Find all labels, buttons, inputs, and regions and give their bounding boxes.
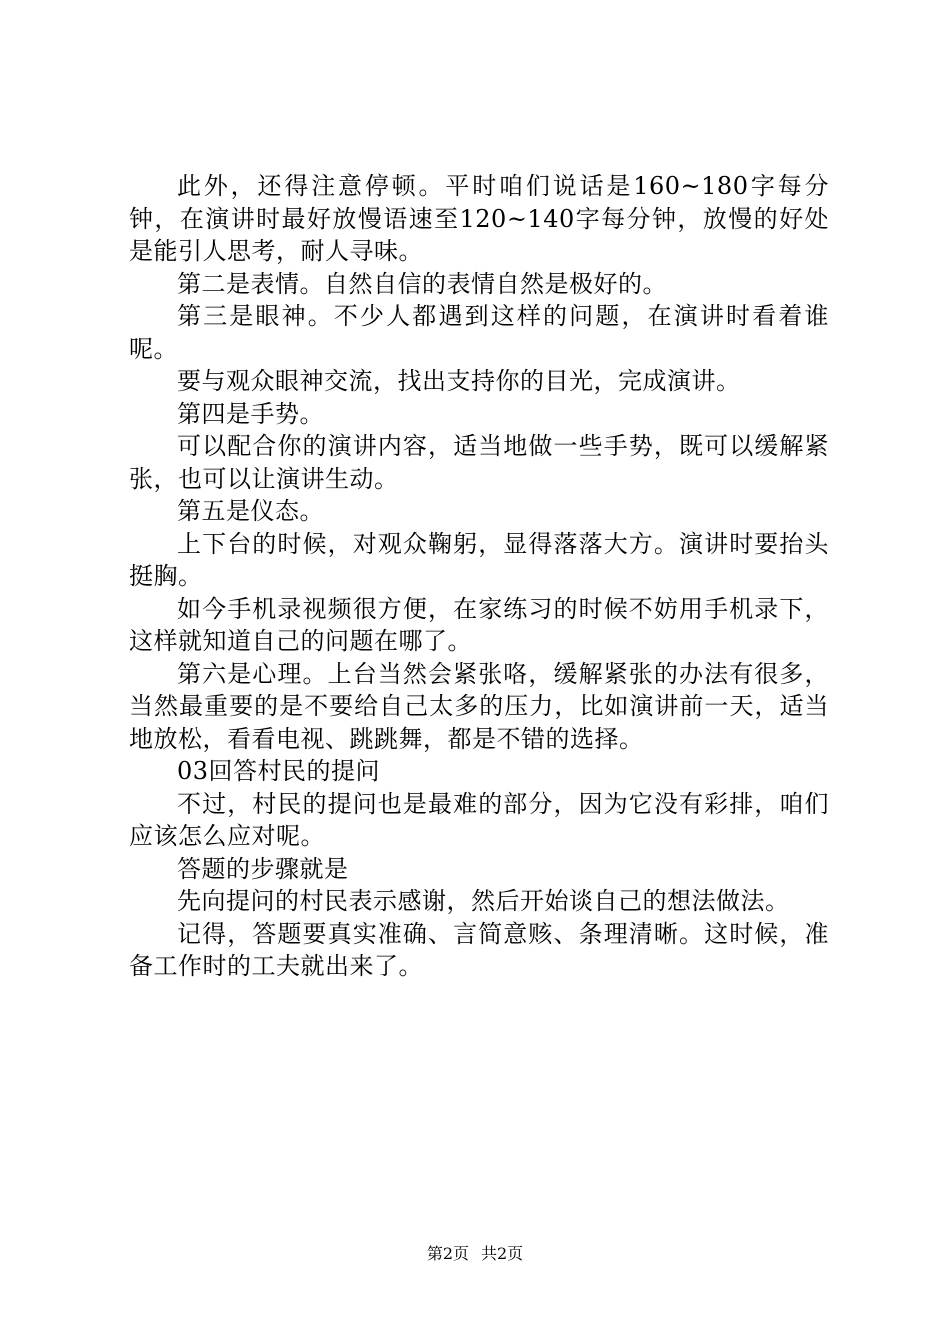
- paragraph-thank-first: 先向提问的村民表示感谢，然后开始谈自己的想法做法。: [177, 887, 790, 915]
- paragraph-answer-quality: 记得，答题要真实准确、言简意赅、条理清晰。这时候，准备工作时的工夫就出来了。: [129, 919, 829, 980]
- paragraph-posture-tip: 上下台的时候，对观众鞠躬，显得落落大方。演讲时要抬头挺胸。: [129, 529, 829, 590]
- document-body: [129, 170, 829, 983]
- paragraph-gesture-tip: 可以配合你的演讲内容，适当地做一些手势，既可以缓解紧张，也可以让演讲生动。: [129, 432, 829, 493]
- paragraph-posture: 第五是仪态。: [177, 497, 324, 525]
- section-heading-answering: 03回答村民的提问: [177, 757, 381, 785]
- paragraph-expression: 第二是表情。自然自信的表情自然是极好的。: [177, 269, 667, 298]
- paragraph-pause: 此外，还得注意停顿。平时咱们说话是160~180字每分钟，在演讲时最好放慢语速至120~140字每分钟，放慢的好处是能引人思考，耐人寻味。: [129, 172, 829, 265]
- paragraph-gesture: 第四是手势。: [177, 399, 324, 428]
- paragraph-questions: 不过，村民的提问也是最难的部分，因为它没有彩排，咱们应该怎么应对呢。: [129, 789, 829, 850]
- page-number: 第2页: [426, 1244, 469, 1263]
- paragraph-answer-steps: 答题的步骤就是: [177, 854, 349, 883]
- paragraph-video-practice: 如今手机录视频很方便，在家练习的时候不妨用手机录下，这样就知道自己的问题在哪了。: [129, 594, 829, 655]
- paragraph-eye-contact-tip: 要与观众眼神交流，找出支持你的目光，完成演讲。: [177, 367, 741, 395]
- paragraph-eye-contact: 第三是眼神。不少人都遇到这样的问题，在演讲时看着谁呢。: [129, 302, 829, 363]
- page-total: 共2页: [481, 1244, 524, 1263]
- page-footer: [0, 1243, 950, 1265]
- paragraph-mindset: 第六是心理。上台当然会紧张咯，缓解紧张的办法有很多，当然最重要的是不要给自己太多的压力，比如演讲前一天，适当地放松，看看电视、跳跳舞，都是不错的选择。: [129, 659, 829, 753]
